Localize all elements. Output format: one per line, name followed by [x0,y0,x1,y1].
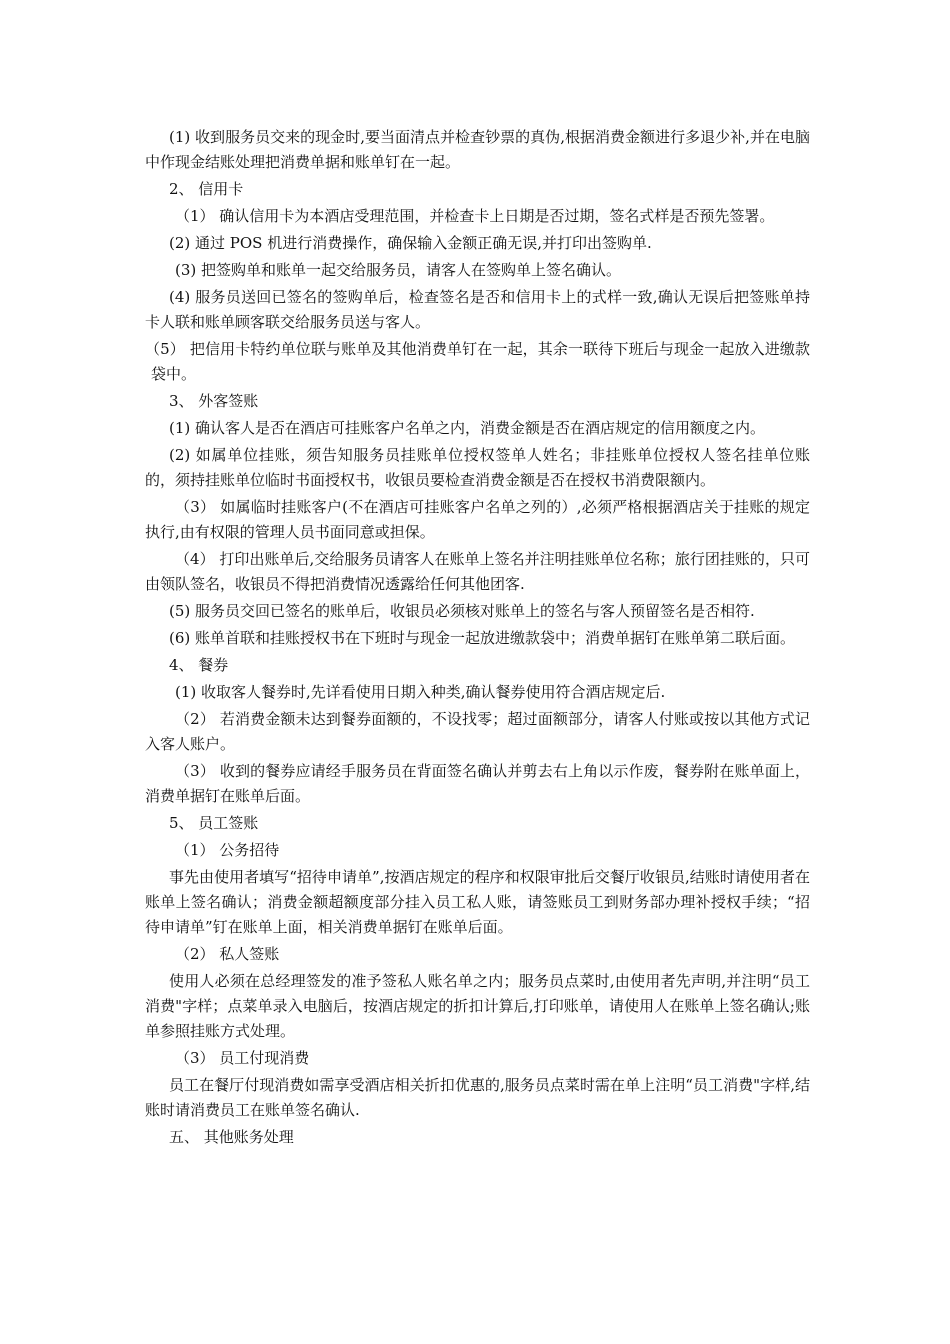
paragraph: （1） 确认信用卡为本酒店受理范围，并检查卡上日期是否过期，签名式样是否预先签署。 [175,207,775,225]
paragraph: （3） 收到的餐券应请经手服务员在背面签名确认并剪去右上角以示作废，餐券附在账单面上，消费单据钉在账单后面。 [145,762,810,805]
paragraph: (6) 账单首联和挂账授权书在下班时与现金一起放进缴款袋中；消费单据钉在账单第二联后面。 [169,629,796,647]
paragraph: 员工在餐厅付现消费如需享受酒店相关折扣优惠的,服务员点菜时需在单上注明“员工消费"字样,结账时请消费员工在账单签名确认. [145,1076,810,1119]
paragraph: 2、 信用卡 [169,180,244,198]
paragraph: (2) 通过 POS 机进行消费操作，确保输入金额正确无误,并打印出签购单. [169,234,652,252]
paragraph: 使用人必须在总经理签发的准予签私人账名单之内；服务员点菜时,由使用者先声明,并注明“员工消费"字样；点菜单录入电脑后，按酒店规定的折扣计算后,打印账单，请使用人在账单上签名确认;账单参照挂账方式处理。 [145,972,810,1040]
paragraph: 5、 员工签账 [169,814,259,832]
paragraph: (5) 服务员交回已签名的账单后，收银员必须核对账单上的签名与客人预留签名是否相符. [169,602,755,620]
paragraph: （1） 公务招待 [175,841,280,859]
paragraph: (1) 收取客人餐券时,先详看使用日期入种类,确认餐券使用符合酒店规定后. [175,683,666,701]
paragraph: （2） 若消费金额未达到餐券面额的，不设找零；超过面额部分，请客人付账或按以其他方式记入客人账户。 [145,710,810,753]
paragraph: 事先由使用者填写“招待申请单”,按酒店规定的程序和权限审批后交餐厅收银员,结账时请使用者在账单上签名确认；消费金额超额度部分挂入员工私人账，请签账员工到财务部办理补授权手续；“招待申请单”钉在账单上面，相关消费单据钉在账单后面。 [145,868,810,936]
paragraph: 4、 餐券 [169,656,229,674]
paragraph: （3） 员工付现消费 [175,1049,310,1067]
paragraph: (3) 把签购单和账单一起交给服务员，请客人在签购单上签名确认。 [175,261,622,279]
paragraph: (2) 如属单位挂账，须告知服务员挂账单位授权签单人姓名；非挂账单位授权人签名挂单位账的，须持挂账单位临时书面授权书，收银员要检查消费金额是否在授权书消费限额内。 [145,446,810,489]
paragraph: (1) 收到服务员交来的现金时,要当面清点并检查钞票的真伪,根据消费金额进行多退少补,并在电脑中作现金结账处理把消费单据和账单钉在一起。 [145,128,810,171]
document-body [145,125,810,1152]
paragraph: （4） 打印出账单后,交给服务员请客人在账单上签名并注明挂账单位名称；旅行团挂账的，只可由领队签名，收银员不得把消费情况透露给任何其他团客. [145,550,810,593]
paragraph: 3、 外客签账 [169,392,259,410]
paragraph: （5） 把信用卡特约单位联与账单及其他消费单钉在一起，其余一联待下班后与现金一起放入进缴款袋中。 [145,340,810,383]
paragraph: (4) 服务员送回已签名的签购单后，检查签名是否和信用卡上的式样一致,确认无误后把签账单持卡人联和账单顾客联交给服务员送与客人。 [145,288,810,331]
paragraph: (1) 确认客人是否在酒店可挂账客户名单之内，消费金额是否在酒店规定的信用额度之内。 [169,419,766,437]
paragraph: （2） 私人签账 [175,945,280,963]
paragraph: 五、 其他账务处理 [169,1128,294,1146]
paragraph: （3） 如属临时挂账客户(不在酒店可挂账客户名单之列的）,必须严格根据酒店关于挂账的规定执行,由有权限的管理人员书面同意或担保。 [145,498,810,541]
